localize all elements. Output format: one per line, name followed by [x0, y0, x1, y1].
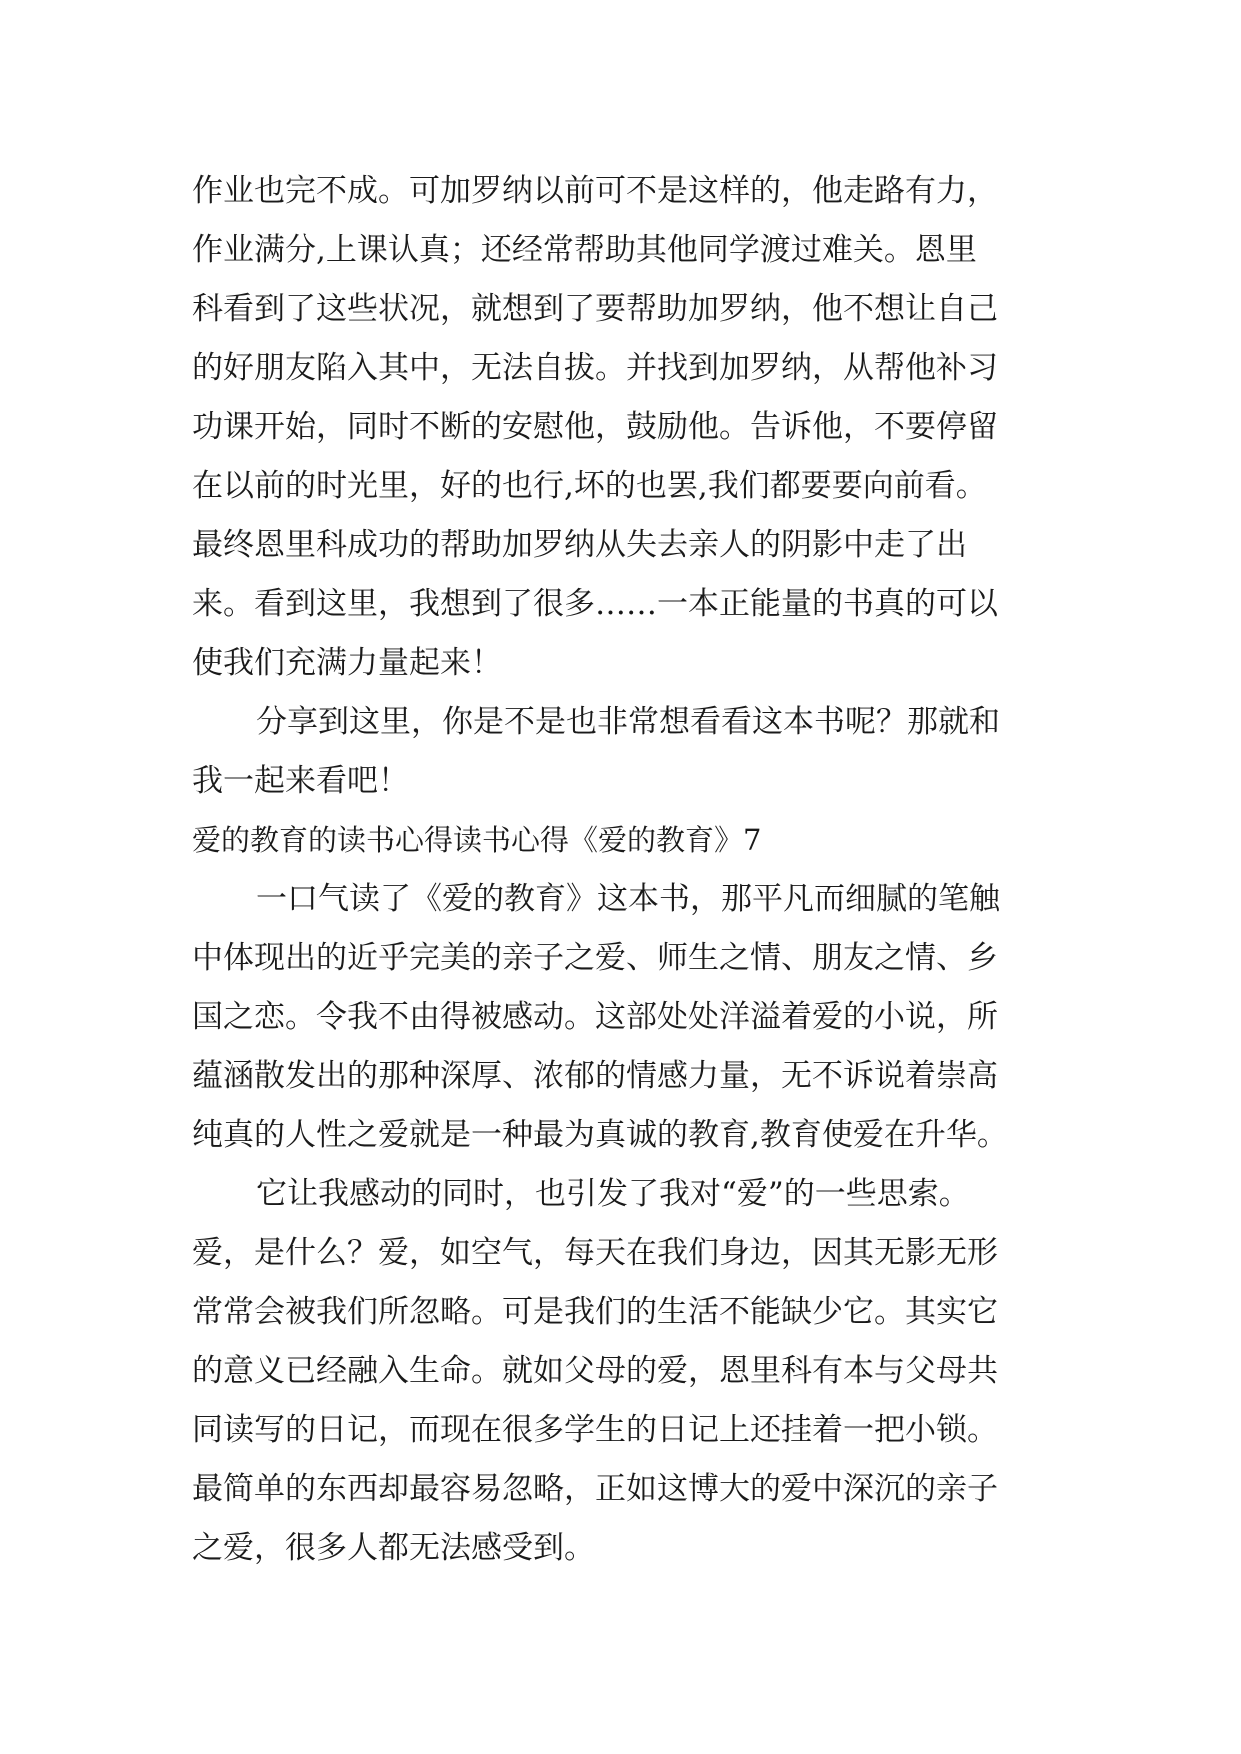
paragraph-start-line: 分享到这里，你是不是也非常想看看这本书呢？那就和 [256, 704, 1000, 740]
text-line: 功课开始，同时不断的安慰他，鼓励他。告诉他，不要停留 [192, 409, 998, 445]
paragraph-start-line: 它让我感动的同时，也引发了我对“爱”的一些思索。 [256, 1176, 970, 1212]
text-line: 国之恋。令我不由得被感动。这部处处洋溢着爱的小说，所 [192, 999, 998, 1035]
text-line: 纯真的人性之爱就是一种最为真诚的教育,教育使爱在升华。 [192, 1117, 1008, 1153]
text-line: 中体现出的近乎完美的亲子之爱、师生之情、朋友之情、乡 [192, 940, 998, 976]
text-line: 来。看到这里，我想到了很多……一本正能量的书真的可以 [192, 586, 998, 622]
section-heading: 爱的教育的读书心得读书心得《爱的教育》7 [192, 823, 762, 857]
text-line: 作业也完不成。可加罗纳以前可不是这样的，他走路有力， [192, 173, 998, 209]
text-line: 在以前的时光里，好的也行,坏的也罢,我们都要要向前看。 [192, 468, 987, 504]
paragraph-start-line: 一口气读了《爱的教育》这本书，那平凡而细腻的笔触 [256, 881, 1000, 917]
text-line: 使我们充满力量起来！ [192, 645, 502, 681]
text-line: 我一起来看吧！ [192, 763, 409, 799]
text-line: 科看到了这些状况，就想到了要帮助加罗纳，他不想让自己 [192, 291, 998, 327]
text-line: 最终恩里科成功的帮助加罗纳从失去亲人的阴影中走了出 [192, 527, 967, 563]
text-line: 爱，是什么？爱，如空气，每天在我们身边，因其无影无形 [192, 1235, 998, 1271]
text-line: 常常会被我们所忽略。可是我们的生活不能缺少它。其实它 [192, 1294, 998, 1330]
text-line: 的好朋友陷入其中，无法自拔。并找到加罗纳，从帮他补习 [192, 350, 998, 386]
body-text [192, 162, 1072, 1578]
text-line: 同读写的日记，而现在很多学生的日记上还挂着一把小锁。 [192, 1412, 998, 1448]
text-line: 之爱，很多人都无法感受到。 [192, 1530, 595, 1566]
text-line: 蕴涵散发出的那种深厚、浓郁的情感力量，无不诉说着崇高 [192, 1058, 998, 1094]
text-line: 作业满分,上课认真；还经常帮助其他同学渡过难关。恩里 [192, 232, 977, 268]
text-line: 最简单的东西却最容易忽略，正如这博大的爱中深沉的亲子 [192, 1471, 998, 1507]
text-line: 的意义已经融入生命。就如父母的爱，恩里科有本与父母共 [192, 1353, 998, 1389]
